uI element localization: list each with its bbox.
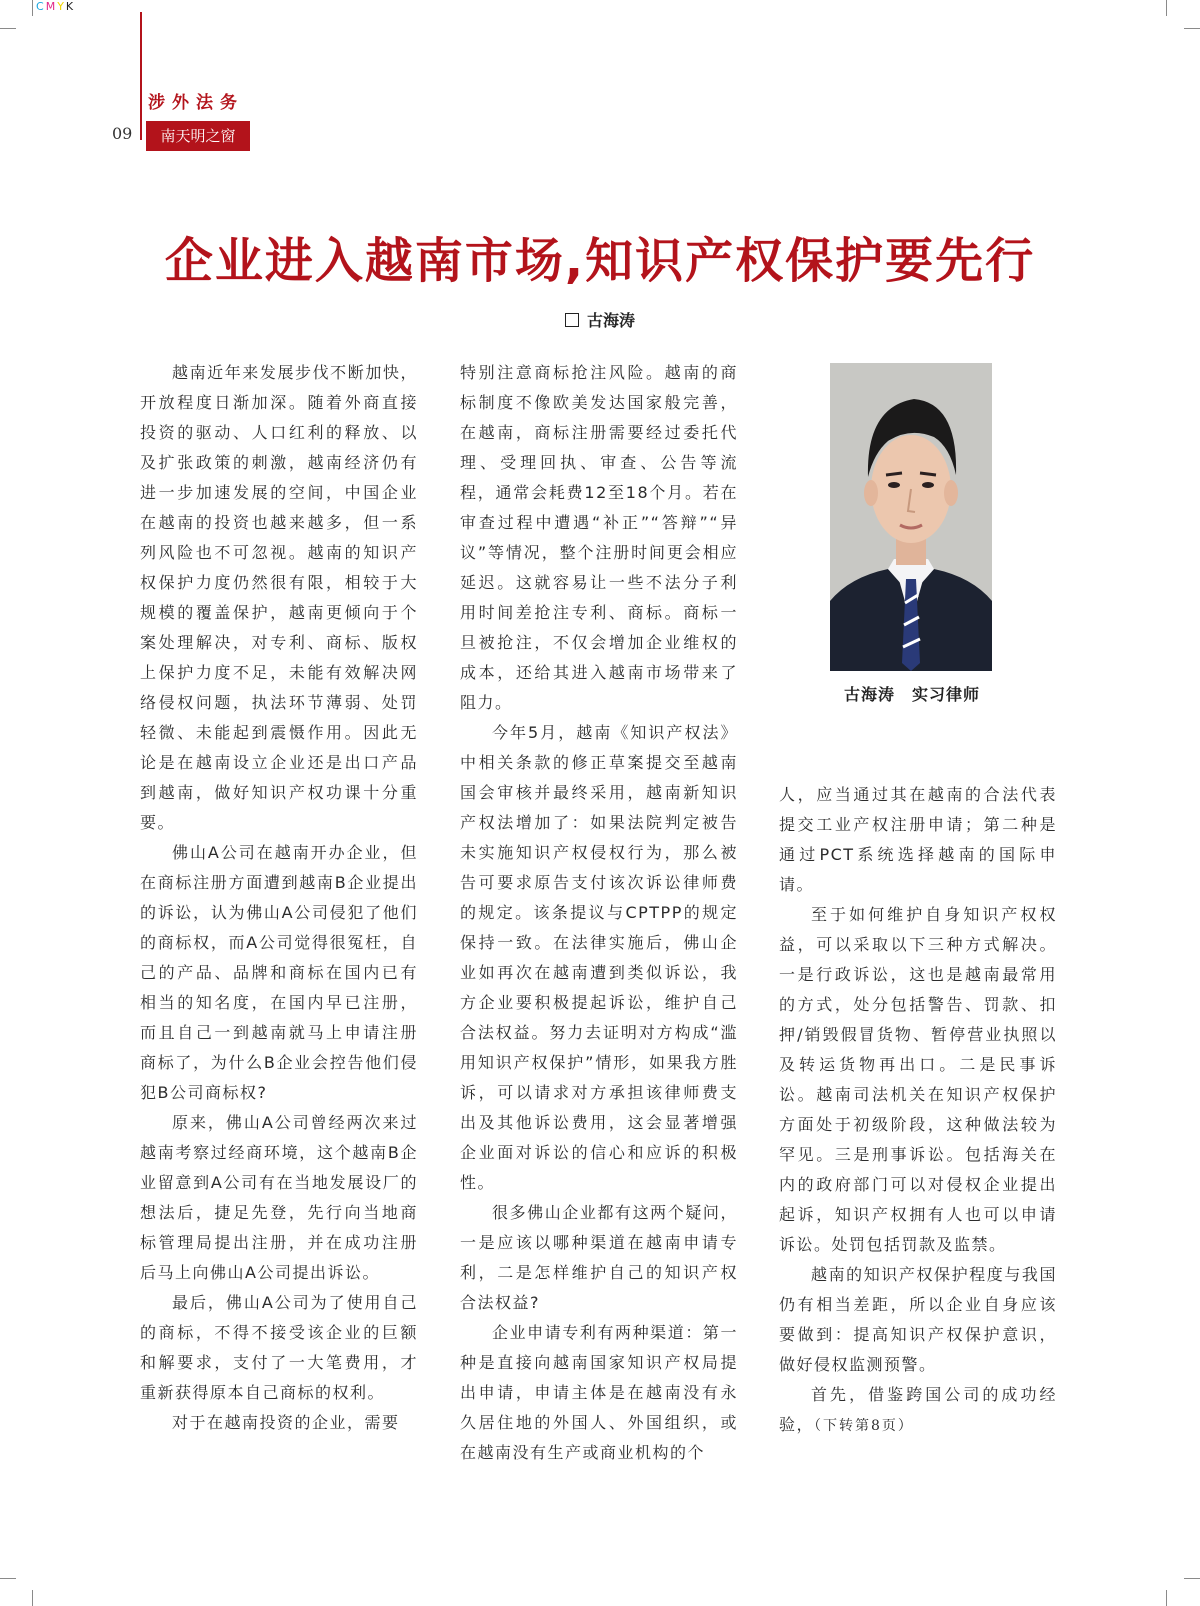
paragraph: 越南近年来发展步伐不断加快，开放程度日渐加深。随着外商直接投资的驱动、人口红利的释放、以及扩张政策的刺激，越南经济仍有进一步加速发展的空间，中国企业在越南的投资也越来越多，但一系列风险也不可忽视。越南的知识产权保护力度仍然很有限，相较于大规模的覆盖保护，越南更倾向于个案处理解决，对专利、商标、版权上保护力度不足，未能有效解决网络侵权问题，执法环节薄弱、处罚轻微、未能起到震慑作用。因此无论是在越南设立企业还是出口产品到越南，做好知识产权功课十分重要。 <box>140 363 418 832</box>
paragraph: 企业申请专利有两种渠道：第一种是直接向越南国家知识产权局提出申请，申请主体是在越南没有永久居住地的外国人、外国组织，或在越南没有生产或商业机构的个 <box>460 1323 738 1462</box>
paragraph: 至于如何维护自身知识产权权益，可以采取以下三种方式解决。一是行政诉讼，这也是越南最常用的方式，处分包括警告、罚款、扣押/销毁假冒货物、暂停营业执照以及转运货物再出口。二是民事诉讼。越南司法机关在知识产权保护方面处于初级阶段，这种做法较为罕见。三是刑事诉讼。包括海关在内的政府部门可以对侵权企业提出起诉，知识产权拥有人也可以申请诉讼。处罚包括罚款及监禁。 <box>779 905 1057 1254</box>
paragraph-continued: 人，应当通过其在越南的合法代表提交工业产权注册申请；第二种是通过PCT系统选择越南的国际申请。 <box>779 785 1057 894</box>
paragraph: 对于在越南投资的企业，需要 <box>172 1413 400 1432</box>
article-column-3 <box>779 780 1057 1441</box>
paragraph: 佛山A公司在越南开办企业，但在商标注册方面遭到越南B企业提出的诉讼，认为佛山A公司侵犯了他们的商标权，而A公司觉得很冤枉，自己的产品、品牌和商标在国内已有相当的知名度，在国内早已注册，而且自己一到越南就马上申请注册商标了，为什么B企业会控告他们侵犯B公司商标权? <box>140 843 418 1102</box>
byline-box-icon <box>565 313 579 327</box>
paragraph-text: 首先，借鉴跨国公司的成功经验， <box>779 1385 1057 1434</box>
article-column-1 <box>140 358 418 1438</box>
author-portrait-illustration <box>830 363 992 671</box>
paragraph: 越南的知识产权保护程度与我国仍有相当差距，所以企业自身应该要做到：提高知识产权保护意识，做好侵权监测预警。 <box>779 1265 1057 1374</box>
crop-mark-top-left-v <box>32 0 33 16</box>
paragraph: 很多佛山企业都有这两个疑问，一是应该以哪种渠道在越南申请专利，二是怎样维护自己的知识产权合法权益? <box>460 1203 738 1312</box>
byline <box>0 308 1200 331</box>
crop-mark-bottom-left <box>0 1578 16 1579</box>
photo-caption: 古海涛 实习律师 <box>843 685 980 704</box>
crop-mark-bottom-left-v <box>32 1590 33 1606</box>
paragraph-continued: 特别注意商标抢注风险。越南的商标制度不像欧美发达国家般完善，在越南，商标注册需要经过委托代理、受理回执、审查、公告等流程，通常会耗费12至18个月。若在审查过程中遭遇“补正”“答辩”“异议”等情况，整个注册时间更会相应延迟。这就容易让一些不法分子利用时间差抢注专利、商标。商标一旦被抢注，不仅会增加企业维权的成本，还给其进入越南市场带来了阻力。 <box>460 363 738 712</box>
page-number: 09 <box>112 124 133 143</box>
section-label: 涉外法务 <box>148 93 244 113</box>
continued-note: （下转第8页） <box>814 1418 914 1434</box>
crop-mark-top-right-v <box>1166 0 1167 16</box>
article-title: 企业进入越南市场,知识产权保护要先行 <box>164 233 1036 289</box>
paragraph <box>779 1380 1057 1441</box>
paragraph: 原来，佛山A公司曾经两次来过越南考察过经商环境，这个越南B企业留意到A公司有在当地发展设厂的想法后，捷足先登，先行向当地商标管理局提出注册，并在成功注册后马上向佛山A公司提出诉讼。 <box>140 1113 418 1282</box>
column-badge: 南天明之窗 <box>146 121 250 151</box>
crop-mark-bottom-right-v <box>1166 1590 1167 1606</box>
article-column-2 <box>460 358 738 1468</box>
cmyk-print-mark: CMYK <box>36 0 76 13</box>
author-photo <box>830 363 992 671</box>
crop-mark-top-right <box>1184 28 1200 29</box>
header-red-rule <box>140 12 142 140</box>
crop-mark-bottom-right <box>1184 1578 1200 1579</box>
crop-mark-top-left <box>0 28 16 29</box>
author-name: 古海涛 <box>586 311 635 330</box>
paragraph: 今年5月，越南《知识产权法》中相关条款的修正草案提交至越南国会审核并最终采用，越南新知识产权法增加了：如果法院判定被告未实施知识产权侵权行为，那么被告可要求原告支付该次诉讼律师费的规定。该条提议与CPTPP的规定保持一致。在法律实施后，佛山企业如再次在越南遭到类似诉讼，我方企业要积极提起诉讼，维护自己合法权益。努力去证明对方构成“滥用知识产权保护”情形，如果我方胜诉，可以请求对方承担该律师费支出及其他诉讼费用，这会显著增强企业面对诉讼的信心和应诉的积极性。 <box>460 723 738 1192</box>
paragraph: 最后，佛山A公司为了使用自己的商标，不得不接受该企业的巨额和解要求，支付了一大笔费用，才重新获得原本自己商标的权利。 <box>140 1293 418 1402</box>
